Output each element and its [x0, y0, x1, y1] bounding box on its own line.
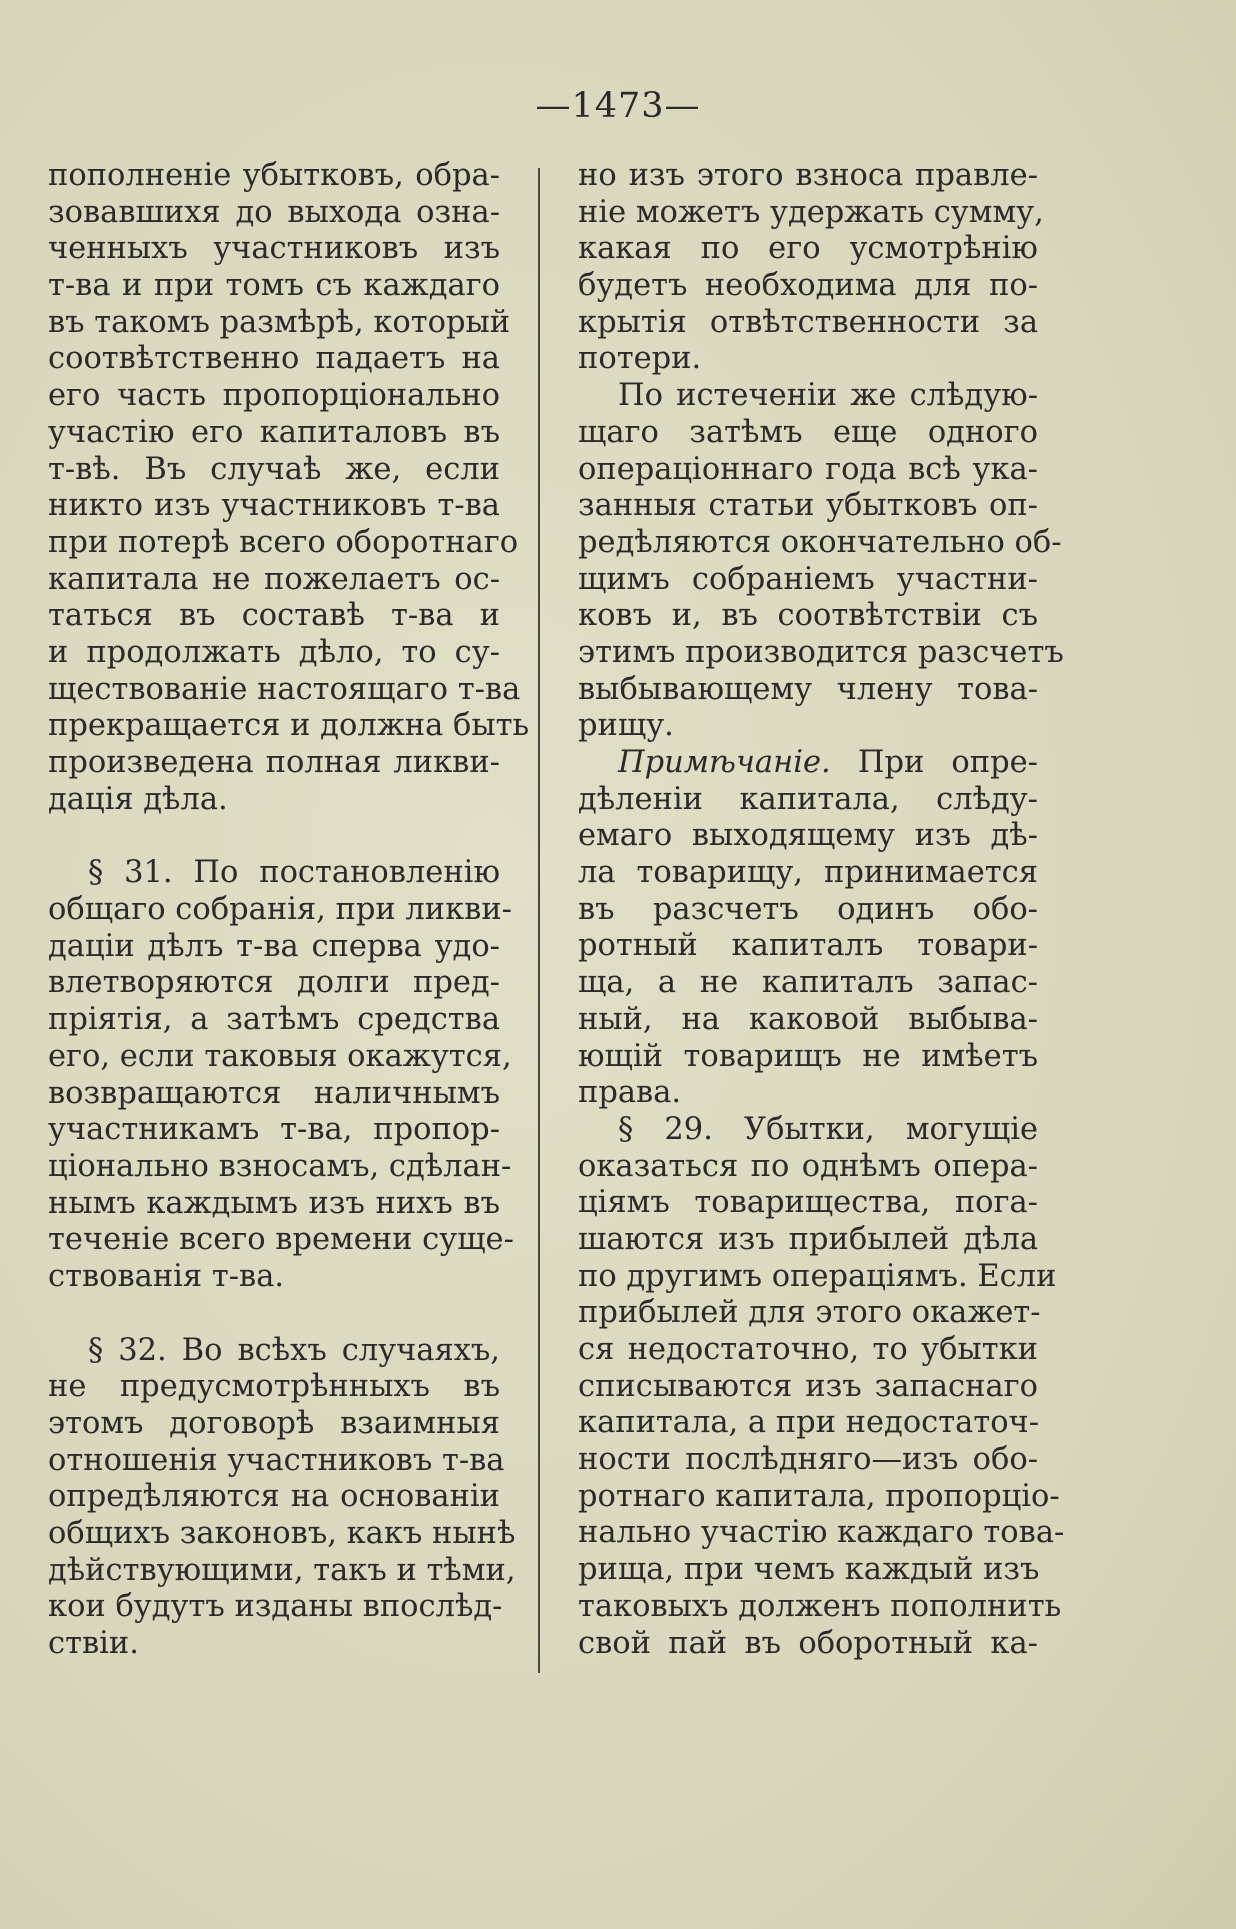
text-line: пріятія, а затѣмъ средства — [48, 1002, 500, 1038]
text-line: отношенія участниковъ т-ва — [48, 1442, 505, 1478]
text-line: По истеченіи же слѣдую- — [618, 378, 1038, 414]
text-line: права. — [578, 1075, 682, 1111]
text-line: участію его капиталовъ въ — [48, 414, 500, 450]
text-line: дѣйствующими, такъ и тѣми, — [48, 1552, 516, 1588]
text-line: будетъ необходима для по- — [578, 268, 1038, 304]
text-line: никто изъ участниковъ т-ва — [48, 488, 500, 524]
right-column — [578, 158, 1065, 1662]
text-line: по другимъ операціямъ. Если — [578, 1258, 1057, 1294]
text-line: дація дѣла. — [48, 781, 228, 817]
note-first-line — [578, 745, 1038, 782]
note-first-rest: При опре- — [857, 745, 1038, 780]
text-line: т-вѣ. Въ случаѣ же, если — [48, 451, 500, 487]
text-line: какая по его усмотрѣнію — [578, 231, 1038, 267]
text-line: ченныхъ участниковъ изъ — [48, 231, 500, 267]
text-line: участникамъ т-ва, пропор- — [48, 1112, 500, 1148]
text-line: въ такомъ размѣрѣ, который — [48, 304, 511, 340]
text-line: § 29. Убытки, могущіе — [618, 1111, 1038, 1147]
text-line: ротный капиталъ товари- — [578, 928, 1038, 964]
paragraph-right-2 — [578, 378, 1064, 745]
text-line: общихъ законовъ, какъ нынѣ — [48, 1516, 516, 1552]
text-line: шаются изъ прибылей дѣла — [578, 1221, 1038, 1257]
text-line: зовавшихя до выхода озна- — [48, 194, 500, 230]
text-line: списываются изъ запаснаго — [578, 1368, 1038, 1404]
text-line: опредѣляются на основаніи — [48, 1479, 500, 1515]
text-line: ла товарищу, принимается — [578, 855, 1038, 891]
text-line: таться въ составѣ т-ва и — [48, 598, 500, 634]
note-label: Примѣчаніе. — [618, 745, 831, 780]
text-line: при потерѣ всего оборотнаго — [48, 524, 519, 560]
text-line: крытія отвѣтственности за — [578, 304, 1038, 340]
text-line: нымъ каждымъ изъ нихъ въ — [48, 1185, 500, 1221]
text-line: щимъ собраніемъ участни- — [578, 561, 1038, 597]
text-line: кои будутъ изданы впослѣд- — [48, 1589, 503, 1625]
text-line: общаго собранія, при ликви- — [48, 892, 512, 928]
text-line: ціямъ товарищества, пога- — [578, 1185, 1038, 1221]
text-line: не предусмотрѣнныхъ въ — [48, 1369, 500, 1405]
text-line: соотвѣтственно падаетъ на — [48, 341, 500, 377]
text-line: редѣляются окончательно об- — [578, 524, 1062, 560]
text-line: прекращается и должна быть — [48, 708, 530, 744]
text-line: влетворяются долги пред- — [48, 965, 500, 1001]
text-line: его часть пропорціонально — [48, 378, 500, 414]
paragraph-right-1 — [578, 158, 1044, 378]
text-line: но изъ этого взноса правле- — [578, 158, 1038, 193]
text-line: таковыхъ долженъ пополнить — [578, 1588, 1062, 1624]
text-line: его, если таковыя окажутся, — [48, 1038, 512, 1074]
text-line: ющій товарищъ не имѣетъ — [578, 1038, 1038, 1074]
text-line: ствіи. — [48, 1626, 139, 1662]
text-line: т-ва и при томъ съ каждаго — [48, 268, 500, 304]
text-line: емаго выходящему изъ дѣ- — [578, 818, 1038, 854]
text-line: капитала, а при недостаточ- — [578, 1405, 1040, 1441]
text-line: нально участію каждаго това- — [578, 1515, 1065, 1551]
left-column — [48, 158, 530, 1663]
text-line: капитала не пожелаетъ ос- — [48, 561, 500, 597]
text-line: ковъ и, въ соотвѣтствіи съ — [578, 598, 1038, 634]
text-line: возвращаются наличнымъ — [48, 1075, 500, 1111]
text-line: въ разсчетъ одинъ обо- — [578, 891, 1038, 927]
paragraph-section-29 — [578, 1111, 1065, 1662]
text-line: этомъ договорѣ взаимныя — [48, 1406, 500, 1441]
text-line: ствованія т-ва. — [48, 1258, 285, 1294]
text-line: § 32. Во всѣхъ случаяхъ, — [88, 1332, 500, 1368]
paragraph-section-31 — [48, 855, 514, 1295]
text-line: ный, на каковой выбыва- — [578, 1001, 1038, 1037]
text-line: этимъ производится разсчетъ — [578, 634, 1064, 670]
paragraph-note — [578, 745, 1038, 1112]
text-line: даціи дѣлъ т-ва сперва удо- — [48, 928, 500, 964]
text-line: прибылей для этого окажет- — [578, 1295, 1041, 1331]
text-line: выбывающему члену това- — [578, 671, 1038, 707]
text-line: ществованіе настоящаго т-ва — [48, 671, 521, 707]
text-line: ща, а не капиталъ запас- — [578, 965, 1038, 1001]
text-line: теченіе всего времени суще- — [48, 1222, 514, 1258]
text-line: операціоннаго года всѣ ука- — [578, 451, 1038, 487]
text-line: и продолжать дѣло, то су- — [48, 634, 500, 670]
text-line: ніе можетъ удержать сумму, — [578, 194, 1044, 230]
text-line: § 31. По постановленію — [88, 855, 500, 891]
text-line: дѣленіи капитала, слѣду- — [578, 781, 1038, 817]
paragraph-left-1 — [48, 158, 530, 818]
text-line: свой пай въ оборотный ка- — [578, 1625, 1038, 1661]
text-line: рища, при чемъ каждый изъ — [578, 1552, 1040, 1588]
page-number: —1473— — [535, 86, 701, 126]
text-line: рищу. — [578, 708, 674, 744]
text-line: пополненіе убытковъ, обра- — [48, 158, 500, 193]
text-line: ціонально взносамъ, сдѣлан- — [48, 1148, 512, 1184]
text-line: ности послѣдняго—изъ обо- — [578, 1442, 1038, 1478]
text-line: занныя статьи убытковъ оп- — [578, 488, 1038, 524]
text-line: щаго затѣмъ еще одного — [578, 414, 1038, 450]
text-line: потери. — [578, 341, 702, 377]
paragraph-section-32 — [48, 1332, 516, 1663]
text-line: произведена полная ликви- — [48, 745, 500, 780]
column-divider — [538, 168, 540, 1673]
text-line: ротнаго капитала, пропорціо- — [578, 1478, 1060, 1514]
text-line: ся недостаточно, то убытки — [578, 1332, 1038, 1367]
text-line: оказаться по однѣмъ опера- — [578, 1148, 1038, 1184]
